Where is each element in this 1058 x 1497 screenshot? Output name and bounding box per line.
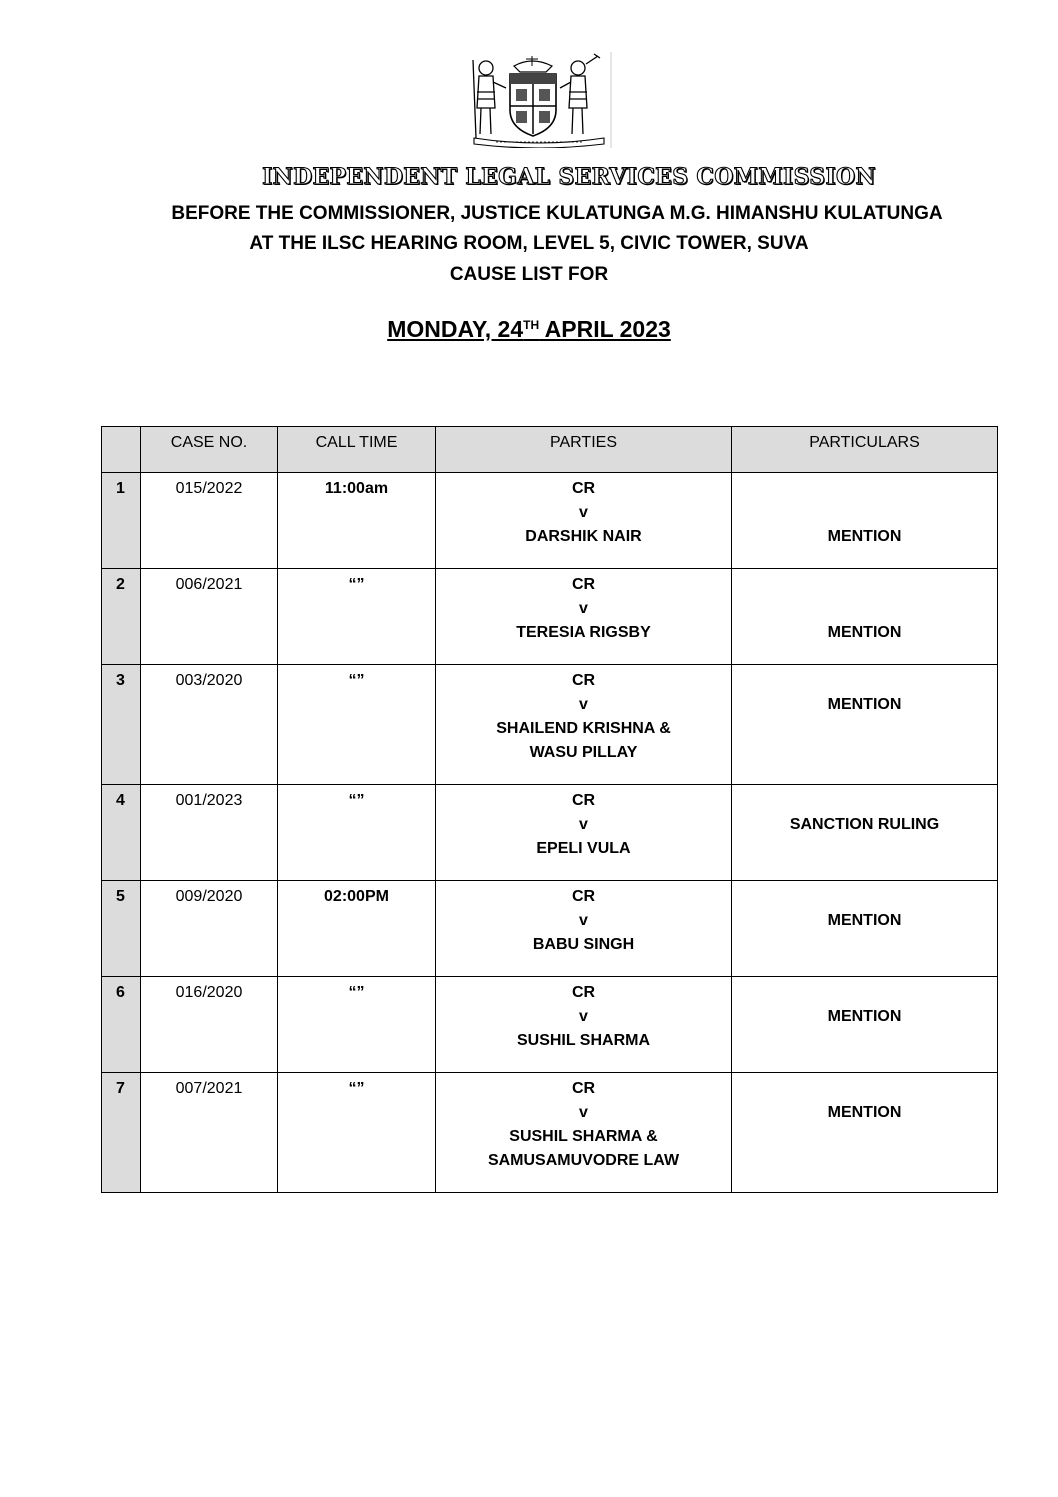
call-time: “” xyxy=(278,569,436,665)
row-number: 7 xyxy=(102,1073,141,1193)
versus: v xyxy=(579,1104,588,1121)
parties xyxy=(436,1073,732,1193)
case-number: 015/2022 xyxy=(141,473,278,569)
commissioner-line: BEFORE THE COMMISSIONER, JUSTICE KULATUNGA M.G. HIMANSHU KULATUNGA xyxy=(171,203,943,224)
table-row xyxy=(102,665,998,785)
party-prosecution: CR xyxy=(571,984,596,1001)
versus: v xyxy=(579,1008,588,1025)
row-number: 3 xyxy=(102,665,141,785)
cause-list-table xyxy=(101,426,998,1193)
party-prosecution: CR xyxy=(571,1080,596,1097)
header-case-no: CASE NO. xyxy=(141,427,278,473)
versus: v xyxy=(579,600,588,617)
date-day: MONDAY, 24 xyxy=(387,316,524,342)
particulars: MENTION xyxy=(732,473,998,569)
table-row xyxy=(102,569,998,665)
party-respondent: WASU PILLAY xyxy=(529,744,638,761)
party-respondent: EPELI VULA xyxy=(536,840,631,857)
table-row xyxy=(102,473,998,569)
case-number: 006/2021 xyxy=(141,569,278,665)
party-prosecution: CR xyxy=(571,480,596,497)
particulars: MENTION xyxy=(732,665,998,785)
particulars: MENTION xyxy=(732,977,998,1073)
call-time: “” xyxy=(278,977,436,1073)
table-row xyxy=(102,977,998,1073)
case-number: 009/2020 xyxy=(141,881,278,977)
row-number: 6 xyxy=(102,977,141,1073)
party-respondent: SUSHIL SHARMA xyxy=(516,1032,651,1049)
particulars: MENTION xyxy=(732,569,998,665)
versus: v xyxy=(579,696,588,713)
row-number: 1 xyxy=(102,473,141,569)
case-number: 003/2020 xyxy=(141,665,278,785)
parties xyxy=(436,473,732,569)
parties xyxy=(436,785,732,881)
party-respondent: BABU SINGH xyxy=(532,936,635,953)
call-time: “” xyxy=(278,665,436,785)
case-number: 001/2023 xyxy=(141,785,278,881)
header-number xyxy=(102,427,141,473)
versus: v xyxy=(579,912,588,929)
particulars: MENTION xyxy=(732,881,998,977)
particulars: MENTION xyxy=(732,1073,998,1193)
table-header-row xyxy=(102,427,998,473)
hearing-date xyxy=(0,316,1058,343)
date-ordinal: TH xyxy=(523,318,540,332)
header-call-time: CALL TIME xyxy=(278,427,436,473)
call-time: “” xyxy=(278,785,436,881)
commission-title: INDEPENDENT LEGAL SERVICES COMMISSION xyxy=(262,164,876,190)
venue-line: AT THE ILSC HEARING ROOM, LEVEL 5, CIVIC TOWER, SUVA xyxy=(249,233,809,254)
party-respondent: SHAILEND KRISHNA & xyxy=(496,720,671,737)
party-respondent: SUSHIL SHARMA & xyxy=(509,1128,658,1145)
parties xyxy=(436,569,732,665)
party-prosecution: CR xyxy=(571,576,596,593)
call-time: “” xyxy=(278,1073,436,1193)
party-prosecution: CR xyxy=(571,672,596,689)
party-respondent: TERESIA RIGSBY xyxy=(516,624,651,641)
parties xyxy=(436,977,732,1073)
parties xyxy=(436,665,732,785)
case-number: 007/2021 xyxy=(141,1073,278,1193)
party-prosecution: CR xyxy=(571,792,596,809)
cause-list-label: CAUSE LIST FOR xyxy=(449,264,609,285)
row-number: 2 xyxy=(102,569,141,665)
table-row xyxy=(102,1073,998,1193)
versus: v xyxy=(579,504,588,521)
table-row xyxy=(102,785,998,881)
date-month-year: APRIL 2023 xyxy=(539,316,671,342)
parties xyxy=(436,881,732,977)
header-parties: PARTIES xyxy=(436,427,732,473)
call-time: 02:00PM xyxy=(278,881,436,977)
call-time: 11:00am xyxy=(278,473,436,569)
header-particulars: PARTICULARS xyxy=(732,427,998,473)
party-prosecution: CR xyxy=(571,888,596,905)
party-respondent: SAMUSAMUVODRE LAW xyxy=(487,1152,680,1169)
table-row xyxy=(102,881,998,977)
party-respondent: DARSHIK NAIR xyxy=(525,528,642,545)
versus: v xyxy=(579,816,588,833)
row-number: 4 xyxy=(102,785,141,881)
case-number: 016/2020 xyxy=(141,977,278,1073)
particulars: SANCTION RULING xyxy=(732,785,998,881)
row-number: 5 xyxy=(102,881,141,977)
fiji-coat-of-arms-crest xyxy=(466,52,612,148)
